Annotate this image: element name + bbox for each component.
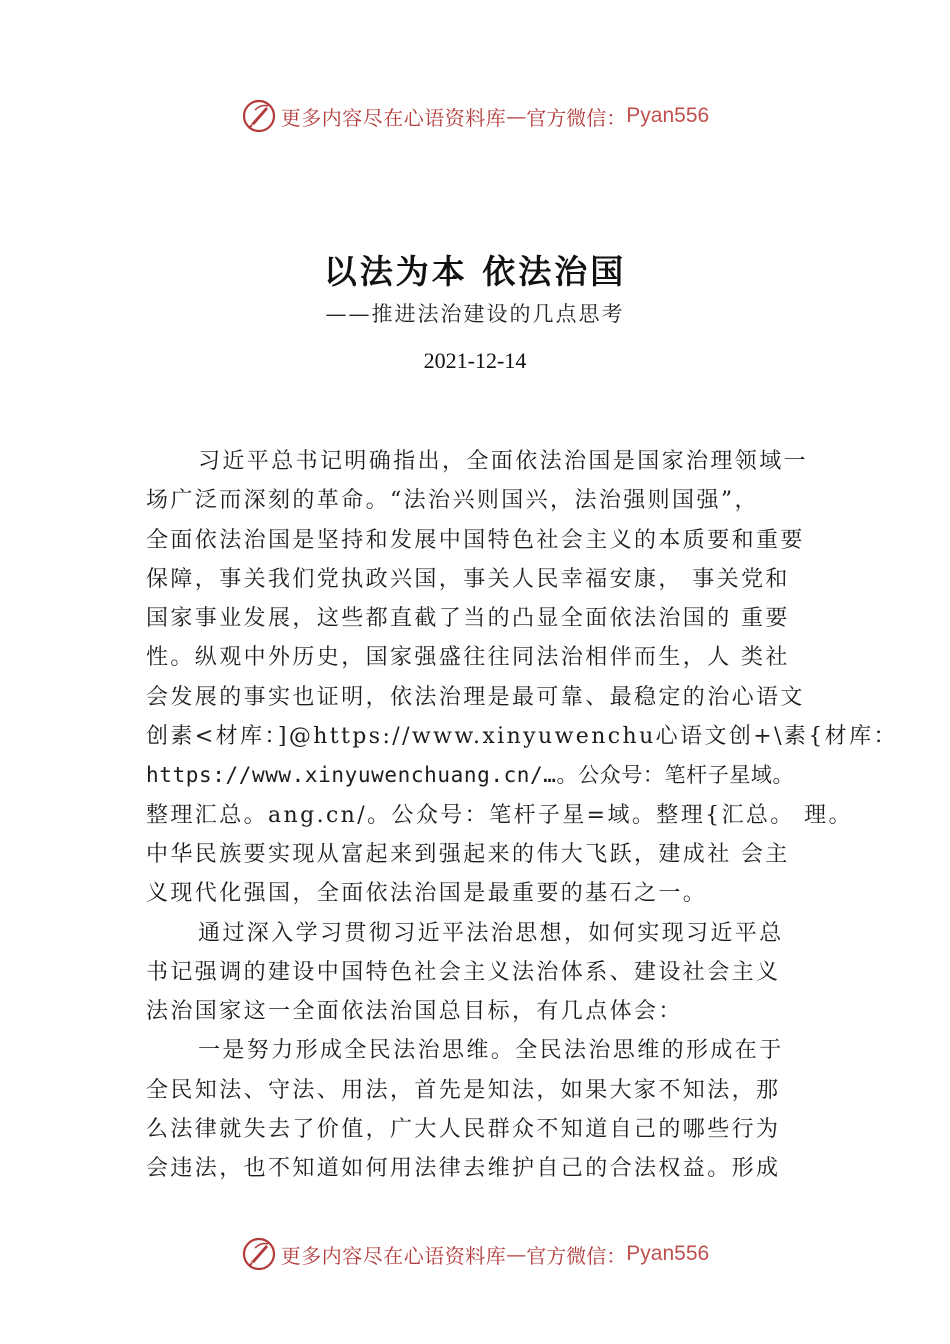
body-line: https://www.xinyuwenchuang.cn/…。公众号：笔杆子星域。 (146, 763, 795, 788)
body-line: 法治国家这一全面依法治国总目标，有几点体会： (146, 999, 683, 1025)
body-line: 会发展的事实也证明，依法治理是最可靠、最稳定的治心语文 (146, 684, 805, 710)
body-line: 整理汇总。ang.cn/。公众号：笔杆子星=域。整理{汇总。 理。 (146, 802, 853, 828)
body-line: 会违法，也不知道如何用法律去维护自己的合法权益。形成 (146, 1156, 781, 1182)
document-body (146, 442, 898, 1189)
body-line: 习近平总书记明确指出，全面依法治国是国家治理领域一 (198, 449, 809, 474)
body-line: 性。纵观中外历史，国家强盛往往同法治相伴而生，人 类社 (146, 645, 790, 671)
quill-pen-icon (241, 98, 277, 134)
banner-text: 更多内容尽在心语资料库 (280, 1243, 507, 1268)
body-line: 全民知法、守法、用法，首先是知法，如果大家不知法，那 (146, 1077, 781, 1103)
footer-banner (0, 1234, 950, 1274)
body-line: 书记强调的建设中国特色社会主义法治体系、建设社会主义 (146, 959, 781, 985)
document-subtitle: ——推进法治建设的几点思考 (325, 302, 625, 326)
body-line: 创素<材库：]@https://www.xinyuwenchu心语文创+\素{材库： (146, 724, 898, 750)
body-line: 一是努力形成全民法治思维。全民法治思维的形成在于 (198, 1038, 784, 1064)
body-line: 通过深入学习贯彻习近平法治思想，如何实现习近平总 (198, 920, 784, 946)
body-line: 义现代化强国，全面依法治国是最重要的基石之一。 (146, 881, 708, 907)
banner-wechat-label: 官方微信： (526, 105, 627, 130)
body-line: 场广泛而深刻的革命。“法治兴则国兴，法治强则国强”， (146, 488, 759, 514)
body-line: 国家事业发展，这些都直截了当的凸显全面依法治国的 重要 (146, 606, 790, 632)
document-date: 2021-12-14 (423, 348, 527, 373)
body-line: 保障，事关我们党执政兴国，事关人民幸福安康， 事关党和 (146, 566, 790, 592)
banner-text: 更多内容尽在心语资料库 (280, 105, 507, 130)
banner-wechat-id: Pyan556 (626, 104, 710, 127)
header-banner (0, 96, 950, 136)
body-line: 么法律就失去了价值，广大人民群众不知道自己的哪些行为 (146, 1117, 781, 1143)
banner-separator: — (506, 104, 527, 128)
quill-pen-icon (241, 1236, 277, 1272)
body-line: 中华民族要实现从富起来到强起来的伟大飞跃，建成社 会主 (146, 841, 790, 867)
body-line: 全面依法治国是坚持和发展中国特色社会主义的本质要和重要 (146, 527, 805, 553)
banner-wechat-label: 官方微信： (526, 1243, 627, 1268)
banner-wechat-id: Pyan556 (626, 1242, 710, 1265)
document-title: 以法为本 依法治国 (323, 252, 627, 291)
banner-separator: — (506, 1242, 527, 1266)
